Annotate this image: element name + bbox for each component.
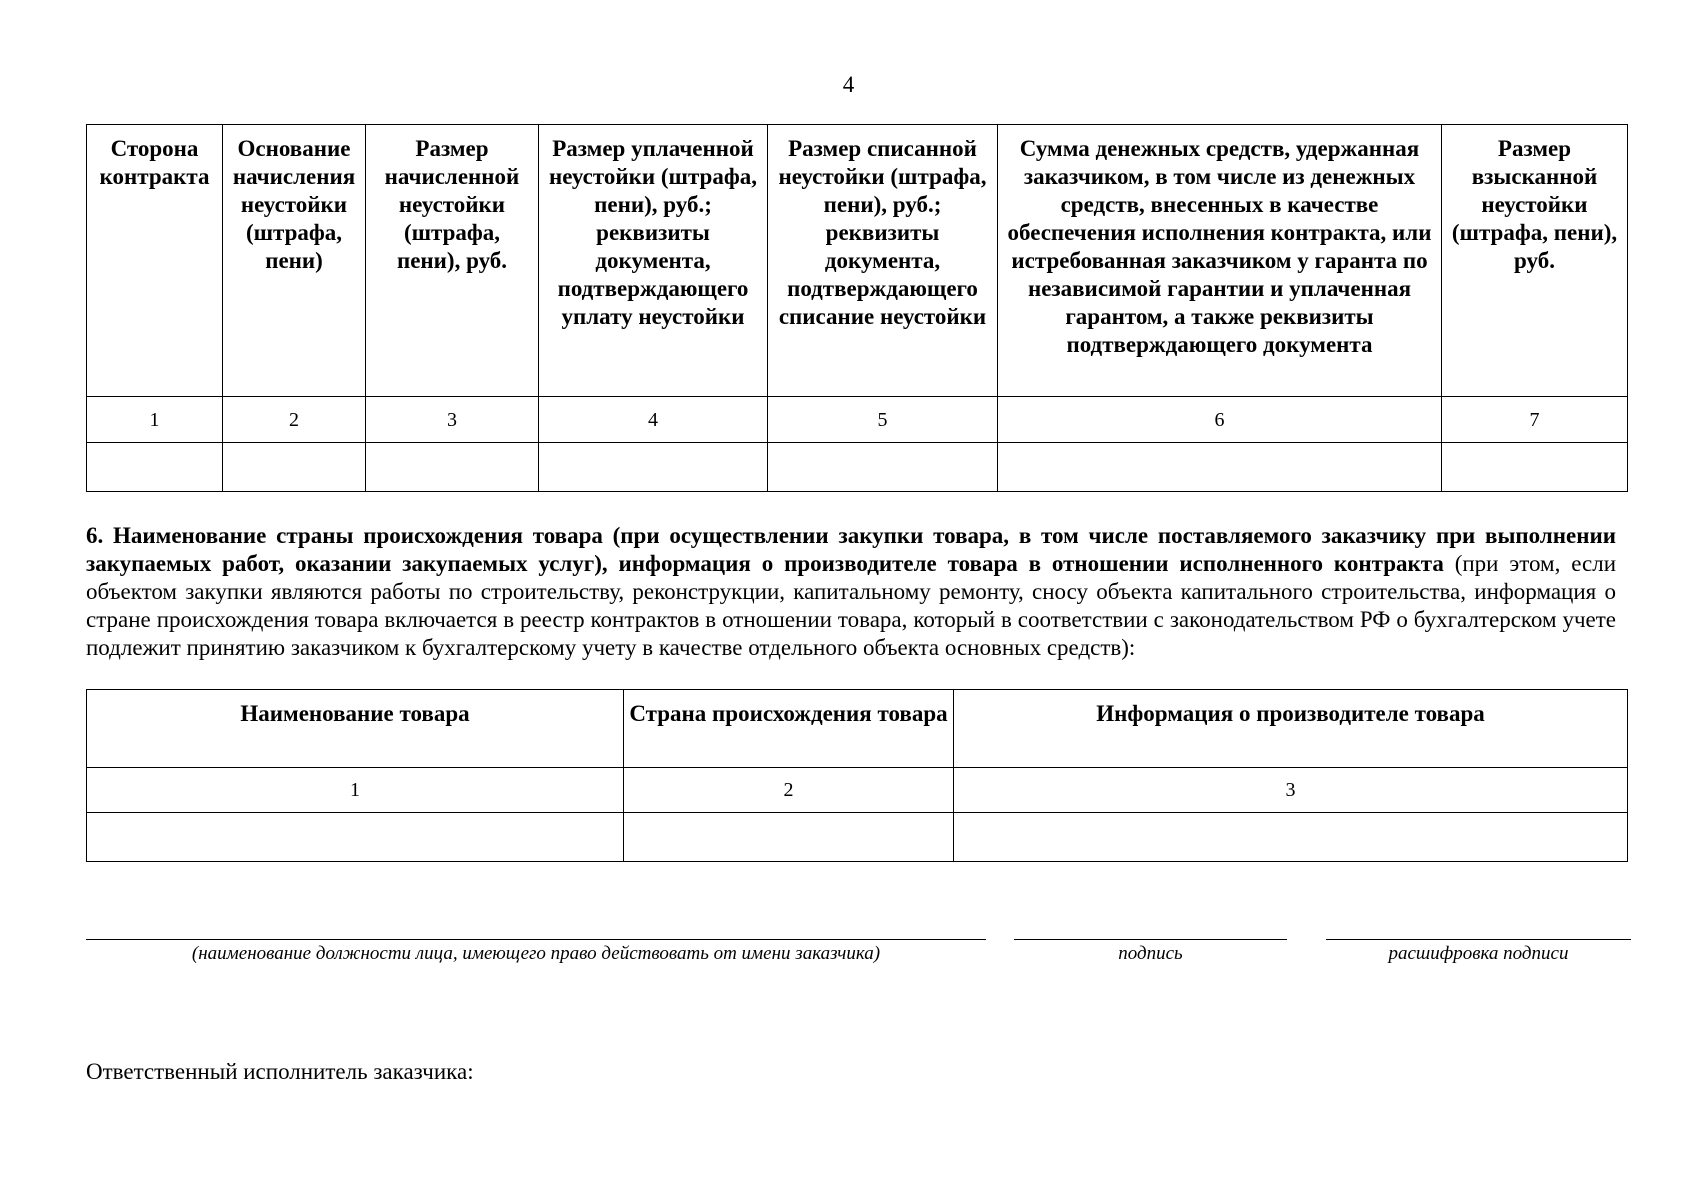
column-number: 2 bbox=[624, 768, 954, 813]
page-number: 4 bbox=[842, 72, 855, 97]
column-number: 6 bbox=[998, 397, 1442, 443]
empty-data-row bbox=[87, 813, 1628, 862]
header-cell: Страна происхождения товара bbox=[624, 690, 954, 768]
column-number-row bbox=[87, 397, 1628, 443]
responsible-executor-label: Ответственный исполнитель заказчика: bbox=[86, 1059, 474, 1084]
goods-table bbox=[86, 689, 1628, 862]
penalty-table bbox=[86, 124, 1628, 492]
header-cell: Сумма денежных средств, удержанная заказчиком, в том числе из денежных средств, внесенных в качестве обеспечения исполнения контракта, или истребованная заказчиком у гаранта по независимой гарантии и уплаченная гарантом, а также реквизиты подтверждающего документа bbox=[998, 125, 1442, 397]
empty-cell bbox=[954, 813, 1628, 862]
empty-cell bbox=[624, 813, 954, 862]
empty-cell bbox=[1442, 443, 1628, 492]
column-number: 5 bbox=[768, 397, 998, 443]
empty-data-row bbox=[87, 443, 1628, 492]
column-number: 7 bbox=[1442, 397, 1628, 443]
header-cell: Размер начисленной неустойки (штрафа, пени), руб. bbox=[366, 125, 539, 397]
column-number: 2 bbox=[223, 397, 366, 443]
header-cell: Размер взысканной неустойки (штрафа, пени), руб. bbox=[1442, 125, 1628, 397]
column-number: 3 bbox=[954, 768, 1628, 813]
column-number: 3 bbox=[366, 397, 539, 443]
column-number-row bbox=[87, 768, 1628, 813]
header-cell: Сторона контракта bbox=[87, 125, 223, 397]
header-cell: Наименование товара bbox=[87, 690, 624, 768]
column-number: 1 bbox=[87, 397, 223, 443]
position-signature-line bbox=[86, 939, 986, 940]
header-cell: Размер уплаченной неустойки (штрафа, пени), руб.; реквизиты документа, подтверждающего уплату неустойки bbox=[539, 125, 768, 397]
header-row bbox=[87, 690, 1628, 768]
empty-cell bbox=[87, 813, 624, 862]
empty-cell bbox=[87, 443, 223, 492]
column-number: 4 bbox=[539, 397, 768, 443]
empty-cell bbox=[768, 443, 998, 492]
section-6-heading: 6. Наименование страны происхождения товара (при осуществлении закупки товара, в том числе поставляемого заказчику при выполнении закупаемых работ, оказании закупаемых услуг), информация о производителе товара в отношении исполненного контракта bbox=[86, 523, 1616, 576]
signature-line bbox=[1014, 939, 1287, 940]
decoding-signature-line bbox=[1326, 939, 1631, 940]
column-number: 1 bbox=[87, 768, 624, 813]
header-cell: Размер списанной неустойки (штрафа, пени), руб.; реквизиты документа, подтверждающего списание неустойки bbox=[768, 125, 998, 397]
section-6-paragraph bbox=[86, 522, 1616, 662]
empty-cell bbox=[539, 443, 768, 492]
empty-cell bbox=[366, 443, 539, 492]
decoding-caption: расшифровка подписи bbox=[1388, 943, 1569, 964]
empty-cell bbox=[223, 443, 366, 492]
position-caption: (наименование должности лица, имеющего право действовать от имени заказчика) bbox=[191, 943, 881, 964]
header-cell: Информация о производителе товара bbox=[954, 690, 1628, 768]
empty-cell bbox=[998, 443, 1442, 492]
header-row bbox=[87, 125, 1628, 397]
signature-caption: подпись bbox=[1118, 943, 1183, 964]
section-6-note: (при этом, если объектом закупки являются работы по строительству, реконструкции, капитальному ремонту, сносу объекта капитального строительства, информация о стране происхождения товара включается в реестр контрактов в отношении товара, который в соответствии с законодательством РФ о бухгалтерском учете подлежит принятию заказчиком к бухгалтерскому учету в качестве отдельного объекта основных средств): bbox=[86, 551, 1616, 660]
header-cell: Основание начисления неустойки (штрафа, пени) bbox=[223, 125, 366, 397]
